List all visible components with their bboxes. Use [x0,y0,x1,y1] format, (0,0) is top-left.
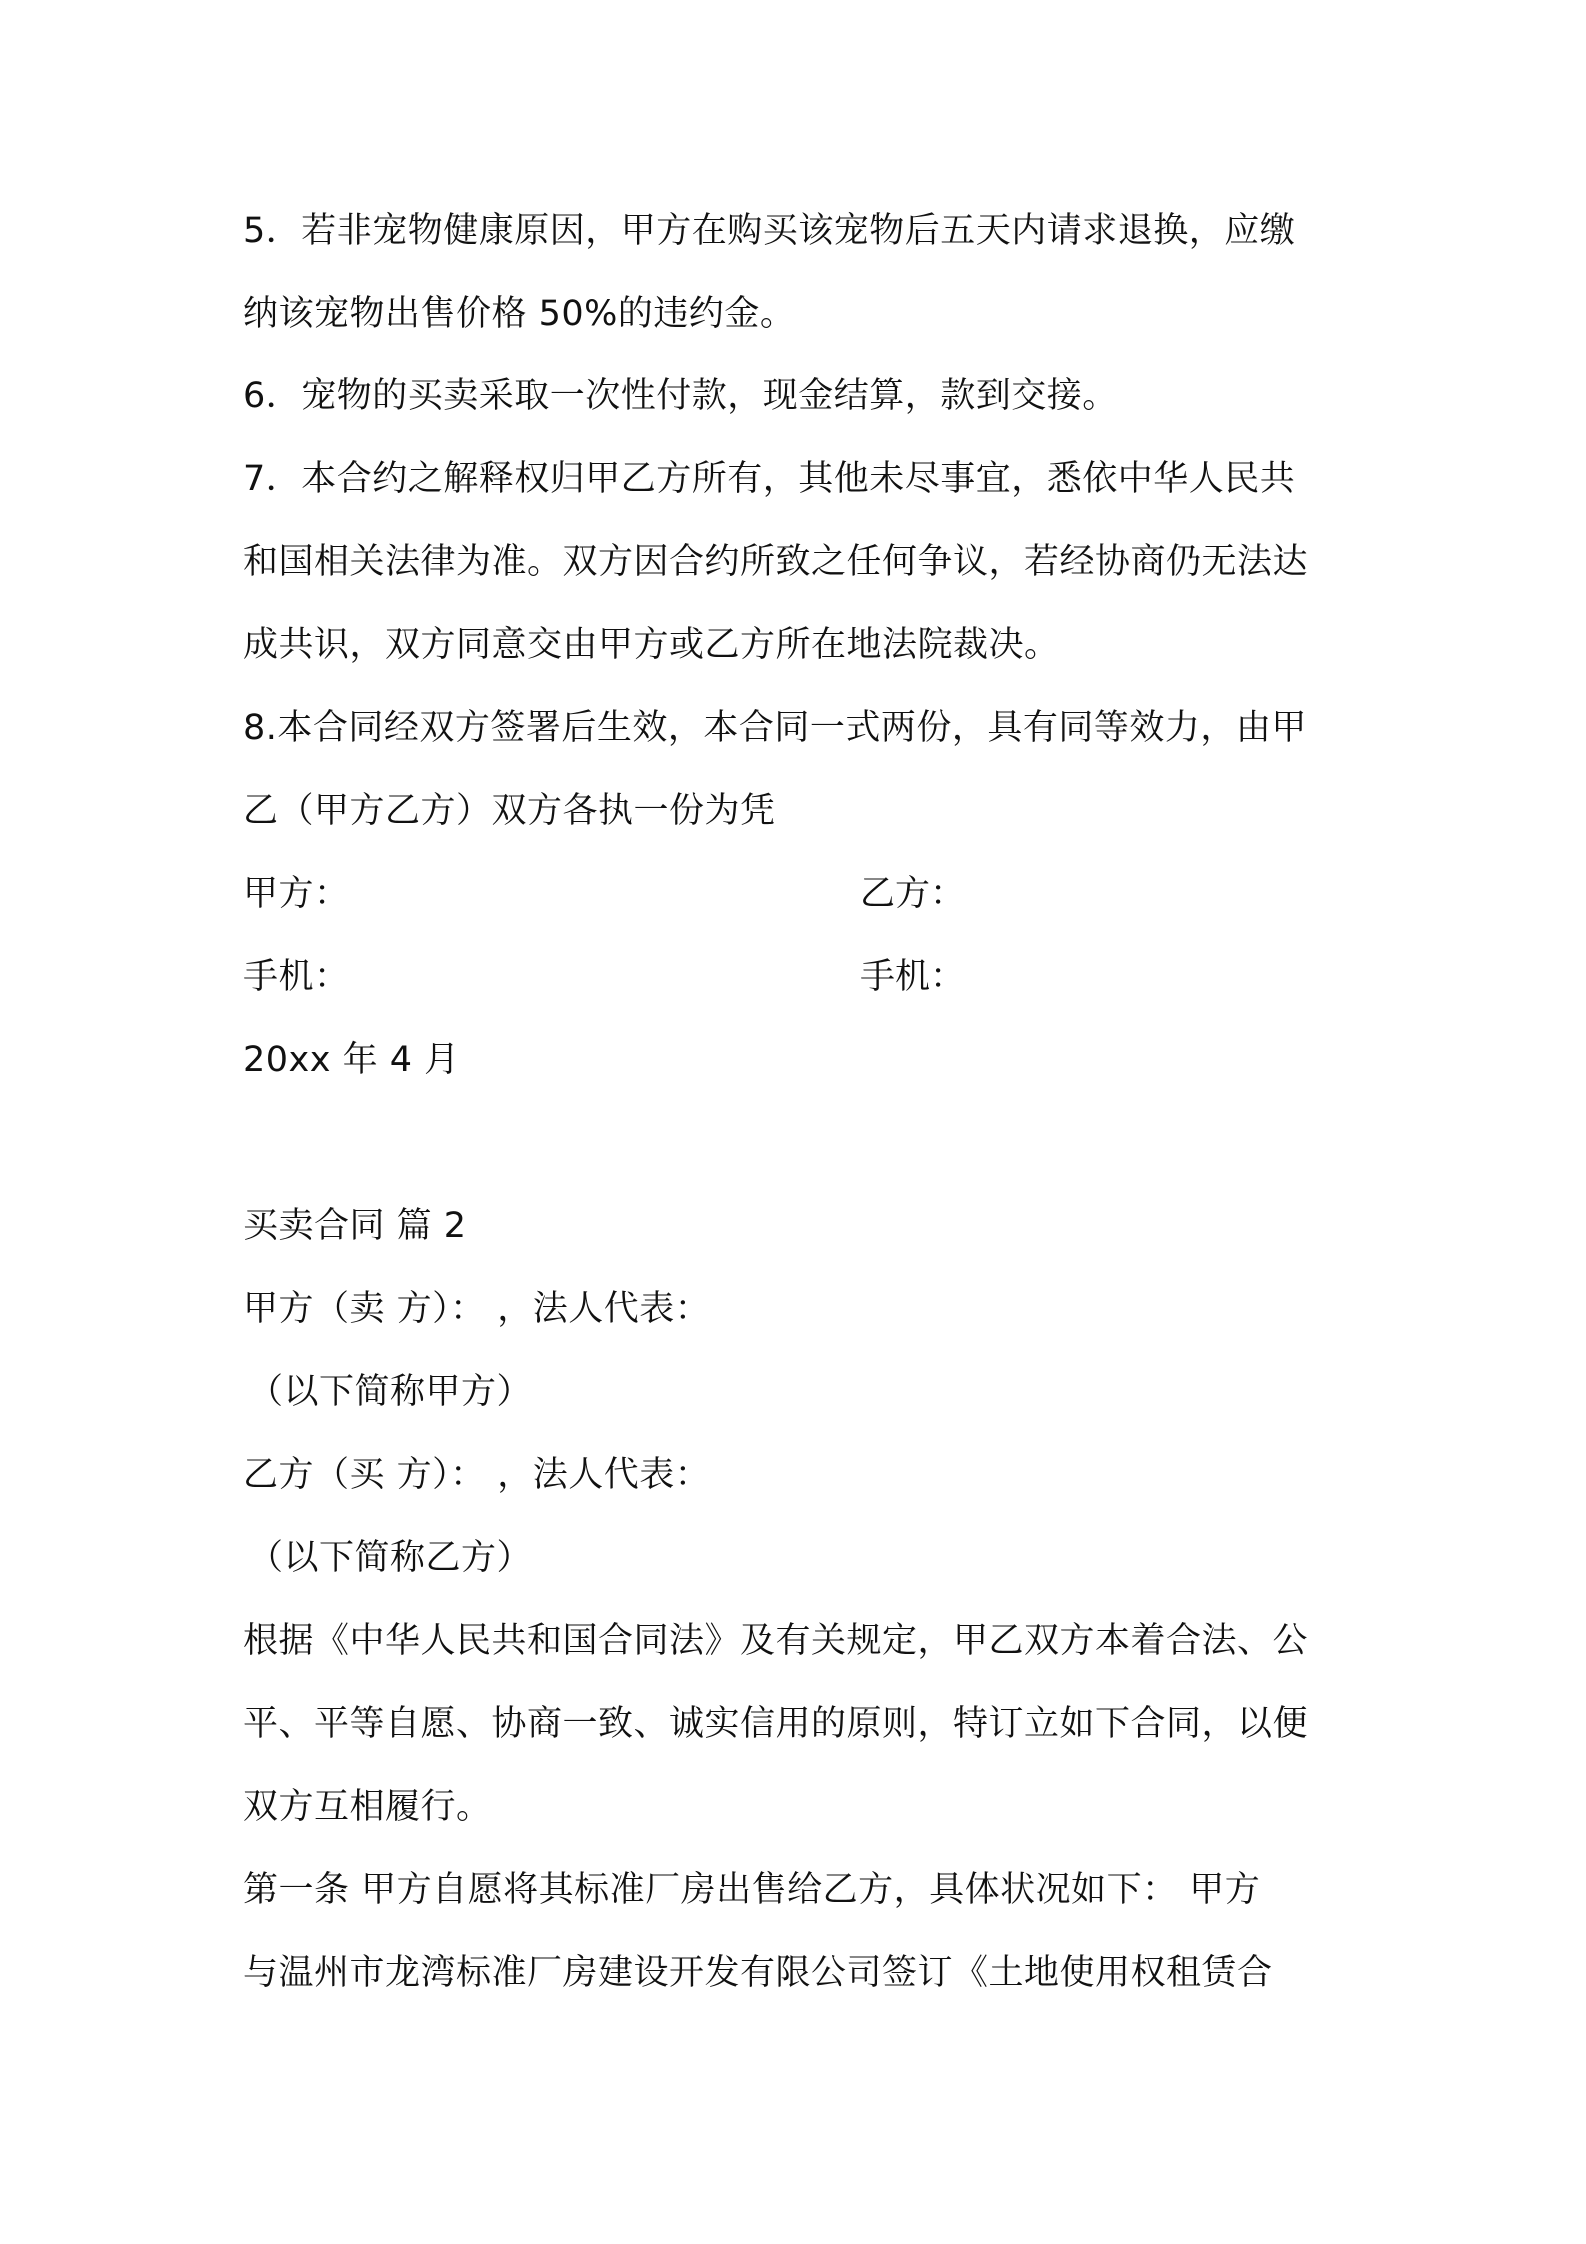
contract-2-title: 买卖合同 篇 2 [243,1206,467,1246]
buyer-note: （以下简称乙方） [248,1538,533,1578]
preamble-line-1: 根据《中华人民共和国合同法》及有关规定，甲乙双方本着合法、公 [243,1621,1309,1661]
signature-party-a: 甲方： [243,874,350,914]
preamble-line-2: 平、平等自愿、协商一致、诚实信用的原则，特订立如下合同，以便 [243,1704,1309,1744]
seller-note: （以下简称甲方） [248,1372,533,1412]
article-1-line-2: 与温州市龙湾标准厂房建设开发有限公司签订《土地使用权租赁合 [243,1953,1273,1993]
clause-8-line-2: 乙（甲方乙方）双方各执一份为凭 [243,791,776,831]
buyer-line: 乙方（买 方）： ，法人代表： [243,1455,711,1495]
clause-7-line-2: 和国相关法律为准。双方因合约所致之任何争议，若经协商仍无法达 [243,542,1309,582]
clause-7-line-1: 7．本合约之解释权归甲乙方所有，其他未尽事宜，悉依中华人民共 [243,459,1296,499]
clause-8-line-1: 8.本合同经双方签署后生效，本合同一式两份，具有同等效力，由甲 [243,708,1307,748]
clause-6: 6．宠物的买卖采取一次性付款，现金结算，款到交接。 [243,376,1118,416]
clause-5-line-1: 5．若非宠物健康原因，甲方在购买该宠物后五天内请求退换，应缴 [243,211,1296,251]
signature-date: 20xx 年 4 月 [243,1040,460,1080]
signature-phone-b: 手机： [860,957,966,997]
article-1-line-1: 第一条 甲方自愿将其标准厂房出售给乙方，具体状况如下： 甲方 [243,1870,1261,1910]
signature-phone-a: 手机： [243,957,350,997]
seller-line: 甲方（卖 方）： ，法人代表： [243,1289,711,1329]
clause-5-line-2: 纳该宠物出售价格 50%的违约金。 [243,294,796,334]
signature-party-b: 乙方： [860,874,966,914]
clause-7-line-3: 成共识，双方同意交由甲方或乙方所在地法院裁决。 [243,625,1060,665]
preamble-line-3: 双方互相履行。 [243,1787,492,1827]
